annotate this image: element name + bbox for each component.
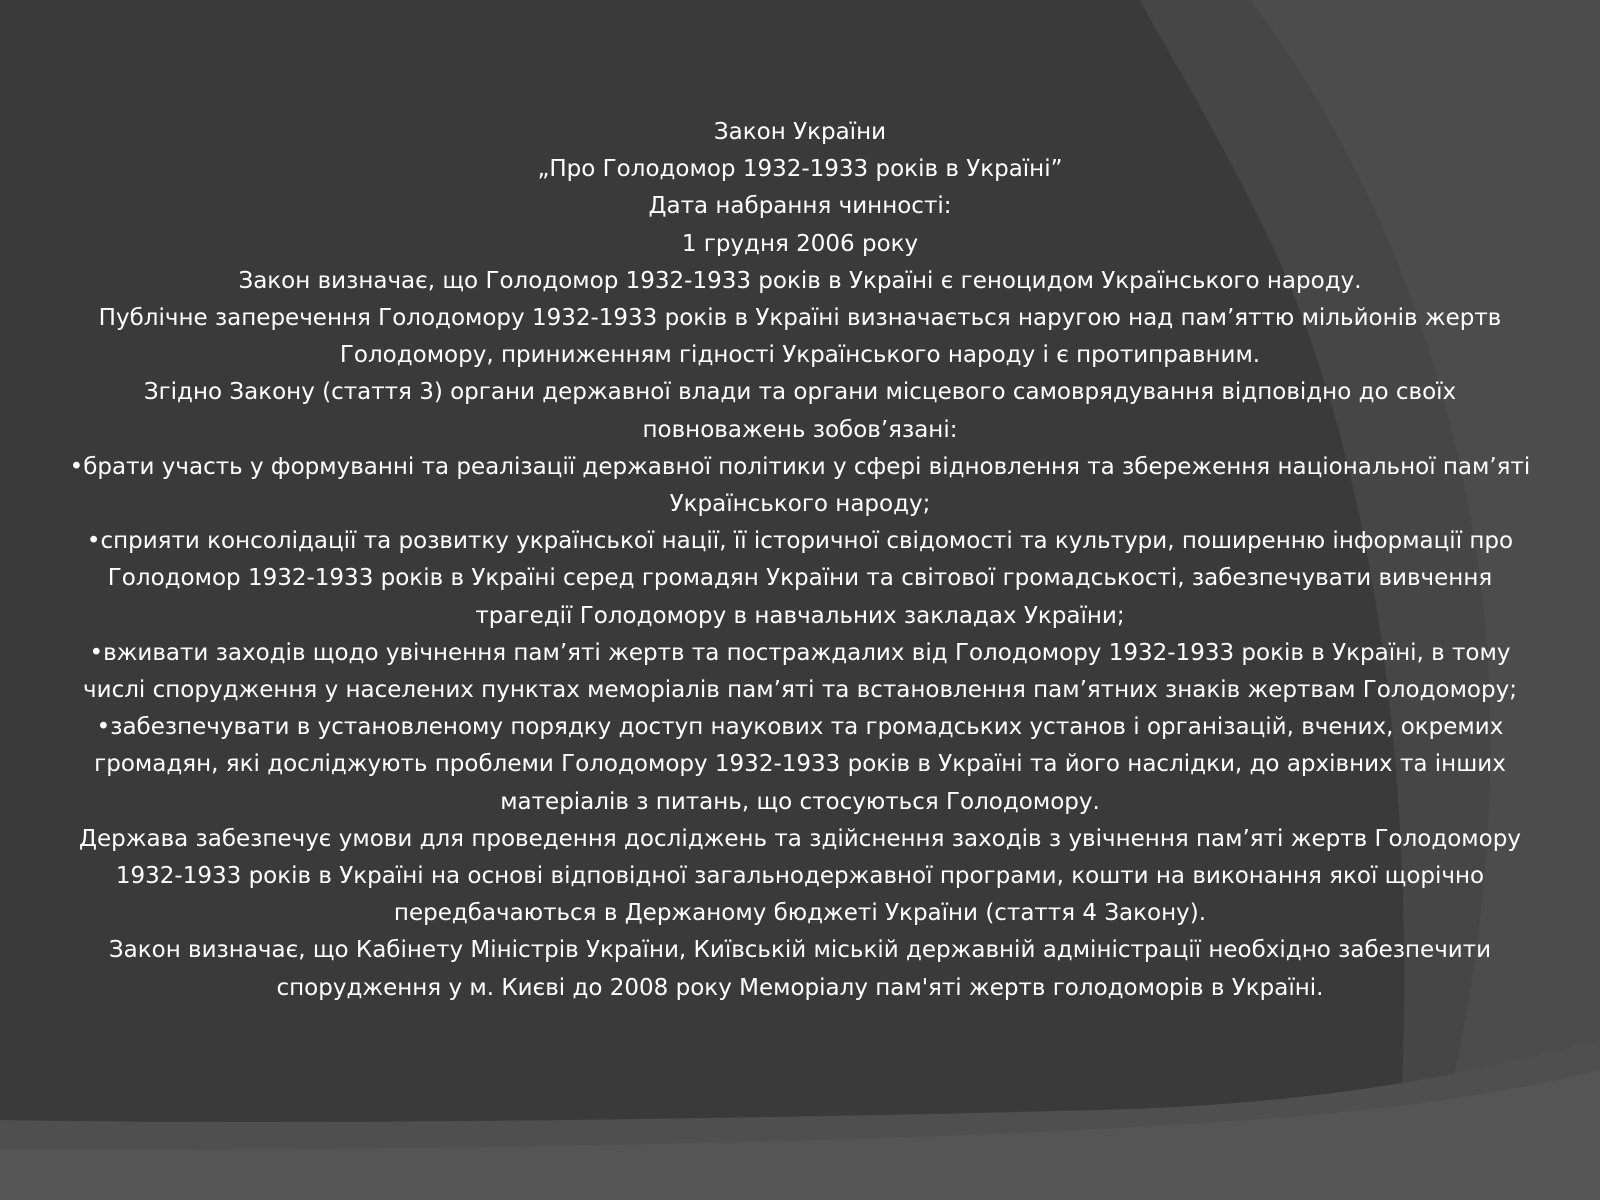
effective-date-label: Дата набрання чинності: xyxy=(648,193,952,220)
law-text-box xyxy=(60,114,1540,1007)
paragraph-article-3: Згідно Закону (стаття 3) органи державної влади та органи місцевого самоврядування відповідно до своїх повноважень зобов’язані: xyxy=(143,379,1457,443)
bullet-item-consolidation: •сприяти консолідації та розвитку української нації, її історичної свідомості та культури, поширенню інформації про Голодомор 1932-1933 років в Україні серед громадян України та світової громадськості, забезпечувати вивчення трагедії Голодомору в навчальних закладах України; xyxy=(86,528,1514,629)
bullet-item-archives: •забезпечувати в установленому порядку доступ наукових та громадських установ і організацій, вчених, окремих громадян, які досліджують проблеми Голодомору 1932-1933 років в Україні та його наслідки, до архівних та інших матеріалів з питань, що стосуються Голодомору. xyxy=(94,714,1506,815)
paragraph-state-program: Держава забезпечує умови для проведення досліджень та здійснення заходів з увічнення пам’яті жертв Голодомору 1932-1933 років в Україні на основі відповідної загальнодержавної програми, кошти на виконання якої щорічно передбачаються в Держаному бюджеті України (стаття 4 Закону). xyxy=(79,825,1521,927)
law-name: „Про Голодомор 1932-1933 років в Україні” xyxy=(537,156,1063,183)
paragraph-memorial-kyiv: Закон визначає, що Кабінету Міністрів України, Київській міській державній адміністрації необхідно забезпечити спорудження у м. Києві до 2008 року Меморіалу пам'яті жертв голодоморів в Україні. xyxy=(108,937,1492,1001)
effective-date-value: 1 грудня 2006 року xyxy=(681,230,919,257)
paragraph-genocide: Закон визначає, що Голодомор 1932-1933 років в Україні є геноцидом Українського народу. xyxy=(238,267,1362,294)
bullet-item-memorials: •вживати заходів щодо увічнення пам’яті жертв та постраждалих від Голодомору 1932-1933 років в Україні, в тому числі спорудження у населених пунктах меморіалів пам’яті та встановлення пам’ятних знаків жертвам Голодомору; xyxy=(83,639,1517,704)
paragraph-denial: Публічне заперечення Голодомору 1932-1933 років в Україні визначається наругою над пам’яттю мільйонів жертв Голодомору, приниженням гідності Українського народу і є протиправним. xyxy=(98,305,1502,369)
bullet-item-policy: •брати участь у формуванні та реалізації державної політики у сфері відновлення та збереження національної пам’яті Українського народу; xyxy=(69,453,1531,518)
law-title: Закон України xyxy=(713,119,887,145)
